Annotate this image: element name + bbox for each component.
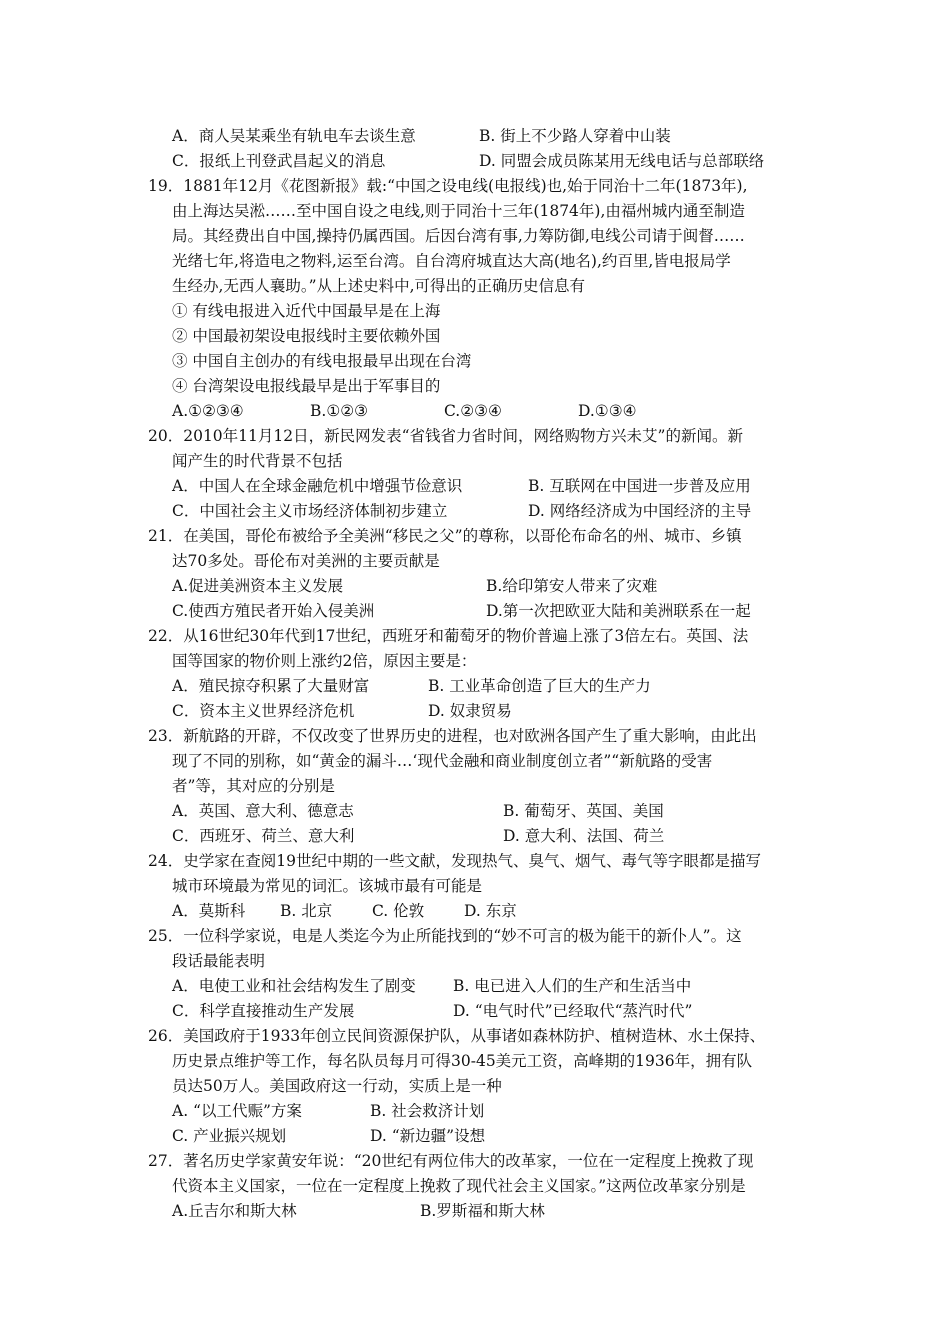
question-19-line-1: 19．1881年12月《花图新报》载:“中国之设电线(电报线)也,始于同治十二年(1873年),: [148, 177, 748, 195]
statement-3: ③ 中国自主创办的有线电报最早出现在台湾: [172, 352, 472, 370]
question-22-line-1: 22．从16世纪30年代到17世纪，西班牙和葡萄牙的物价普遍上涨了3倍左右。英国、法: [148, 627, 749, 645]
option-a: A．莫斯科: [172, 902, 246, 920]
option-a: A.丘吉尔和斯大林: [172, 1202, 297, 1220]
statement-2: ② 中国最初架设电报线时主要依赖外国: [172, 327, 441, 345]
option-a: A．中国人在全球金融危机中增强节俭意识: [172, 477, 463, 495]
question-19-line-5: 生经办,无西人襄助。”从上述史料中,可得出的正确历史信息有: [172, 277, 586, 295]
option-a: A．商人吴某乘坐有轨电车去谈生意: [172, 127, 416, 145]
option-b: B. 葡萄牙、英国、美国: [503, 802, 664, 820]
option-b: B. 电已进入人们的生产和生活当中: [453, 977, 692, 995]
question-22-line-2: 国等国家的物价则上涨约2倍，原因主要是：: [172, 652, 477, 670]
option-a: A.①②③④: [172, 402, 244, 420]
option-a: A．殖民掠夺积累了大量财富: [172, 677, 370, 695]
question-25-line-1: 25．一位科学家说，电是人类迄今为止所能找到的“妙不可言的极为能干的新仆人”。这: [148, 927, 742, 945]
option-b: B. 街上不少路人穿着中山装: [479, 127, 671, 145]
option-d: D.第一次把欧亚大陆和美洲联系在一起: [486, 602, 751, 620]
option-b: B.罗斯福和斯大林: [420, 1202, 545, 1220]
option-d: D. “电气时代”已经取代“蒸汽时代”: [453, 1002, 693, 1020]
option-c: C．西班牙、荷兰、意大利: [172, 827, 355, 845]
question-21-line-1: 21．在美国，哥伦布被给予全美洲“移民之父”的尊称，以哥伦布命名的州、城市、乡镇: [148, 527, 742, 545]
question-20-line-2: 闻产生的时代背景不包括: [172, 452, 343, 470]
question-23-line-2: 现了不同的别称，如“黄金的漏斗…‘现代金融和商业制度创立者”“新航路的受害: [172, 752, 713, 770]
option-c: C.使西方殖民者开始入侵美洲: [172, 602, 375, 620]
statement-4: ④ 台湾架设电报线最早是出于军事目的: [172, 377, 441, 395]
option-b: B. 互联网在中国进一步普及应用: [528, 477, 751, 495]
option-a: A.促进美洲资本主义发展: [172, 577, 344, 595]
option-b: B. 工业革命创造了巨大的生产力: [428, 677, 651, 695]
question-21-line-2: 达70多处。哥伦布对美洲的主要贡献是: [172, 552, 440, 570]
option-c: C．科学直接推动生产发展: [172, 1002, 355, 1020]
question-27-line-2: 代资本主义国家，一位在一定程度上挽救了现代社会主义国家。”这两位改革家分别是: [172, 1177, 746, 1195]
question-27-line-1: 27．著名历史学家黄安年说：“20世纪有两位伟大的改革家，一位在一定程度上挽救了现: [148, 1152, 754, 1170]
option-b: B. 北京: [280, 902, 333, 920]
option-c: C. 伦敦: [372, 902, 425, 920]
question-20-line-1: 20．2010年11月12日，新民网发表“省钱省力省时间，网络购物方兴未艾”的新闻。新: [148, 427, 743, 445]
option-c: C.②③④: [444, 402, 502, 420]
option-d: D.①③④: [578, 402, 637, 420]
option-c: C. 产业振兴规划: [172, 1127, 287, 1145]
option-d: D. 同盟会成员陈某用无线电话与总部联络: [479, 152, 765, 170]
question-26-line-3: 员达50万人。美国政府这一行动，实质上是一种: [172, 1077, 502, 1095]
option-b: B.给印第安人带来了灾难: [486, 577, 658, 595]
option-c: C．报纸上刊登武昌起义的消息: [172, 152, 386, 170]
option-d: D. 网络经济成为中国经济的主导: [528, 502, 752, 520]
option-d: D. 意大利、法国、荷兰: [503, 827, 665, 845]
question-25-line-2: 段话最能表明: [172, 952, 266, 970]
question-19-line-4: 光绪七年,将造电之物料,运至台湾。自台湾府城直达大高(地名),约百里,皆电报局学: [172, 252, 731, 270]
option-b: B.①②③: [310, 402, 369, 420]
option-c: C．中国社会主义市场经济体制初步建立: [172, 502, 448, 520]
option-a: A．电使工业和社会结构发生了剧变: [172, 977, 416, 995]
option-c: C．资本主义世界经济危机: [172, 702, 355, 720]
option-a: A．英国、意大利、德意志: [172, 802, 354, 820]
question-19-line-2: 由上海达吴淞……至中国自设之电线,则于同治十三年(1874年),由福州城内通至制造: [172, 202, 745, 220]
option-b: B. 社会救济计划: [370, 1102, 485, 1120]
option-d: D. 奴隶贸易: [428, 702, 512, 720]
question-24-line-1: 24．史学家在查阅19世纪中期的一些文献，发现热气、臭气、烟气、毒气等字眼都是描写: [148, 852, 761, 870]
question-26-line-1: 26．美国政府于1933年创立民间资源保护队，从事诸如森林防护、植树造林、水土保持、: [148, 1027, 766, 1045]
option-d: D. “新边疆”设想: [370, 1127, 486, 1145]
question-26-line-2: 历史景点维护等工作，每名队员每月可得30-45美元工资，高峰期的1936年，拥有队: [172, 1052, 753, 1070]
question-24-line-2: 城市环境最为常见的词汇。该城市最有可能是: [172, 877, 483, 895]
question-19-line-3: 局。其经费出自中国,操持仍属西国。后因台湾有事,力筹防御,电线公司请于闽督……: [172, 227, 745, 245]
option-a: A. “以工代赈”方案: [172, 1102, 302, 1120]
question-23-line-3: 者”等，其对应的分别是: [172, 777, 335, 795]
question-23-line-1: 23．新航路的开辟，不仅改变了世界历史的进程，也对欧洲各国产生了重大影响，由此出: [148, 727, 757, 745]
statement-1: ① 有线电报进入近代中国最早是在上海: [172, 302, 441, 320]
option-d: D. 东京: [464, 902, 517, 920]
